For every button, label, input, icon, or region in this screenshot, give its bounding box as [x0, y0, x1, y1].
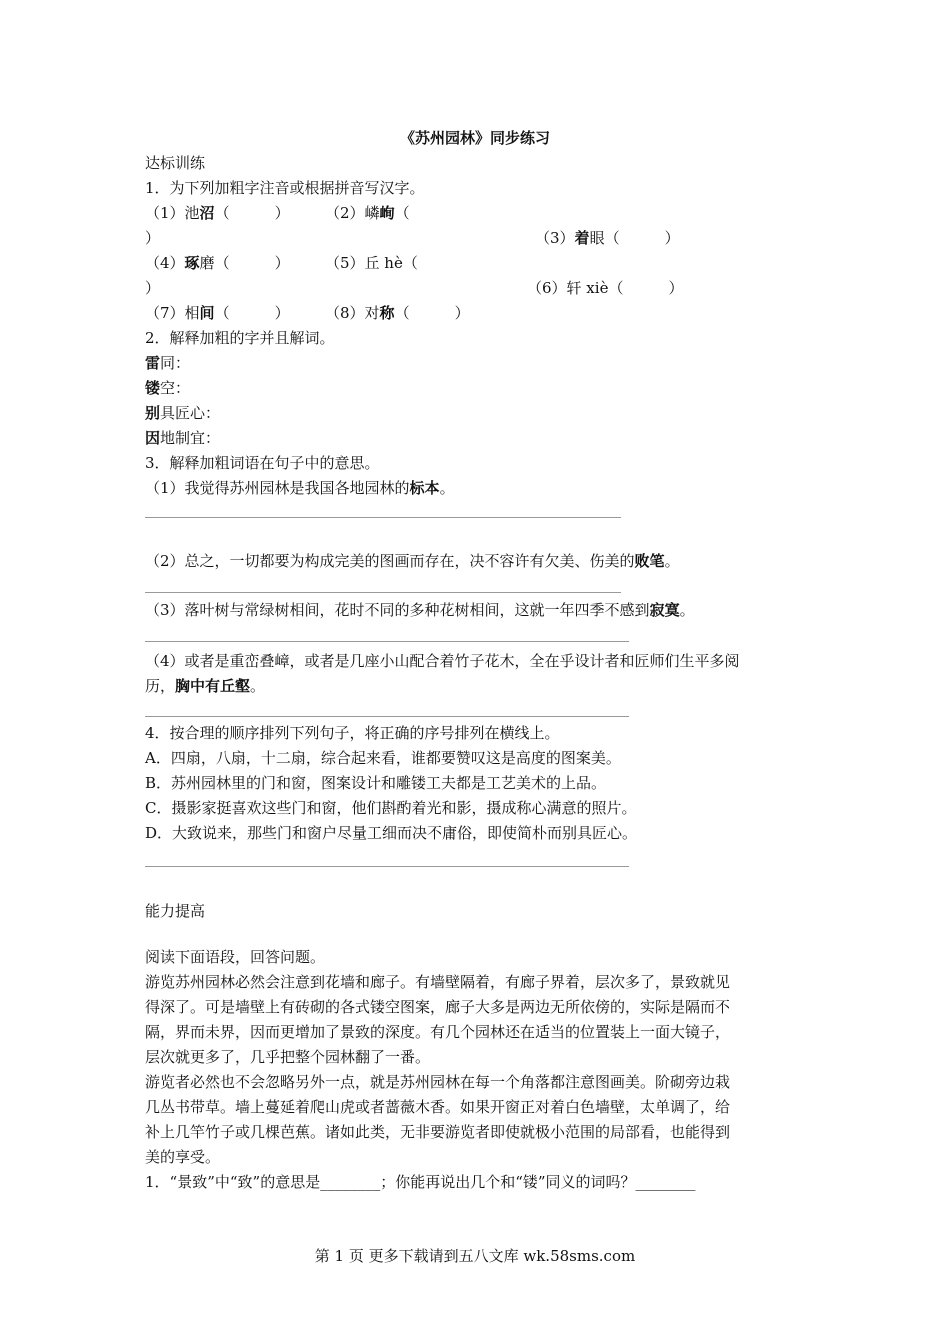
- q4-option-c: C．摄影家挺喜欢这些门和窗，他们斟酌着光和影，摄成称心满意的照片。: [145, 799, 637, 817]
- page-title: 《苏州园林》同步练习: [399, 129, 550, 147]
- q1-item-2: （2）嶙峋（: [325, 204, 410, 222]
- answer-line[interactable]: [145, 716, 629, 717]
- question-1-stem: 1．为下列加粗字注音或根据拼音写汉字。: [145, 179, 425, 197]
- q4-option-d: D．大致说来，那些门和窗户尽量工细而决不庸俗，即使简朴而别具匠心。: [145, 824, 638, 842]
- reading-p1-line: 隔，界而未界，因而更增加了景致的深度。有几个园林还在适当的位置装上一面大镜子，: [145, 1023, 731, 1041]
- question-4-stem: 4．按合理的顺序排列下列句子，将正确的序号排列在横线上。: [145, 724, 560, 742]
- q3-sentence-4-line-2: 历，胸中有丘壑。: [145, 677, 266, 695]
- q1-item-3: （3）着眼（ ）: [535, 229, 680, 247]
- q1-item-5-close: ）: [145, 279, 161, 297]
- q1-item-8: （8）对称（ ）: [325, 304, 470, 322]
- section-heading-practice: 达标训练: [145, 154, 206, 172]
- answer-line[interactable]: [145, 517, 621, 518]
- question-2-stem: 2．解释加粗的字并且解词。: [145, 329, 335, 347]
- q3-sentence-4-line-1: （4）或者是重峦叠嶂，或者是几座小山配合着竹子花木，全在乎设计者和匠师们生平多阅: [145, 652, 740, 670]
- answer-line[interactable]: [145, 866, 629, 867]
- q2-word-3: 别具匠心：: [145, 404, 221, 422]
- reading-p1-line: 游览苏州园林必然会注意到花墙和廊子。有墙壁隔着，有廊子界着，层次多了，景致就见: [145, 973, 731, 991]
- reading-p2-line: 游览者必然也不会忽略另外一点，就是苏州园林在每一个角落都注意图画美。阶砌旁边栽: [145, 1073, 731, 1091]
- reading-intro: 阅读下面语段，回答问题。: [145, 948, 326, 966]
- answer-line[interactable]: [145, 592, 621, 593]
- q3-sentence-1: （1）我觉得苏州园林是我国各地园林的标本。: [145, 479, 455, 497]
- q1-item-7: （7）相间（ ）: [145, 304, 290, 322]
- q1-item-6: （6）轩 xiè（ ）: [527, 279, 684, 297]
- question-3-stem: 3．解释加粗词语在句子中的意思。: [145, 454, 380, 472]
- answer-line[interactable]: [145, 641, 629, 642]
- page-footer: 第 1 页 更多下载请到五八文库 wk.58sms.com: [314, 1247, 636, 1265]
- reading-p2-line: 几丛书带草。墙上蔓延着爬山虎或者蔷薇木香。如果开窗正对着白色墙壁，太单调了，给: [145, 1098, 731, 1116]
- section-heading-ability: 能力提高: [145, 902, 206, 920]
- q3-sentence-2: （2）总之，一切都要为构成完美的图画而存在，决不容许有欠美、伤美的败笔。: [145, 552, 680, 570]
- q1-item-2-close: ）: [145, 229, 161, 247]
- reading-p1-line: 层次就更多了，几乎把整个园林翻了一番。: [145, 1048, 431, 1066]
- reading-p2-line: 美的享受。: [145, 1148, 221, 1166]
- reading-question-1: 1．“景致”中“致”的意思是________；你能再说出几个和“镂”同义的词吗？________: [145, 1173, 696, 1191]
- reading-p2-line: 补上几竿竹子或几棵芭蕉。诸如此类，无非要游览者即使就极小范围的局部看，也能得到: [145, 1123, 731, 1141]
- q3-sentence-3: （3）落叶树与常绿树相间，花时不同的多种花树相间，这就一年四季不感到寂寞。: [145, 601, 695, 619]
- q1-item-5: （5）丘 hè（: [325, 254, 418, 272]
- q4-option-a: A．四扇，八扇，十二扇，综合起来看，谁都要赞叹这是高度的图案美。: [145, 749, 621, 767]
- q2-word-1: 雷同：: [145, 354, 191, 372]
- q1-item-1: （1）池沼（ ）: [145, 204, 290, 222]
- q4-option-b: B．苏州园林里的门和窗，图案设计和雕镂工夫都是工艺美术的上品。: [145, 774, 607, 792]
- q2-word-2: 镂空：: [145, 379, 191, 397]
- q2-word-4: 因地制宜：: [145, 429, 221, 447]
- q1-item-4: （4）琢磨（ ）: [145, 254, 290, 272]
- reading-p1-line: 得深了。可是墙壁上有砖砌的各式镂空图案，廊子大多是两边无所依傍的，实际是隔而不: [145, 998, 731, 1016]
